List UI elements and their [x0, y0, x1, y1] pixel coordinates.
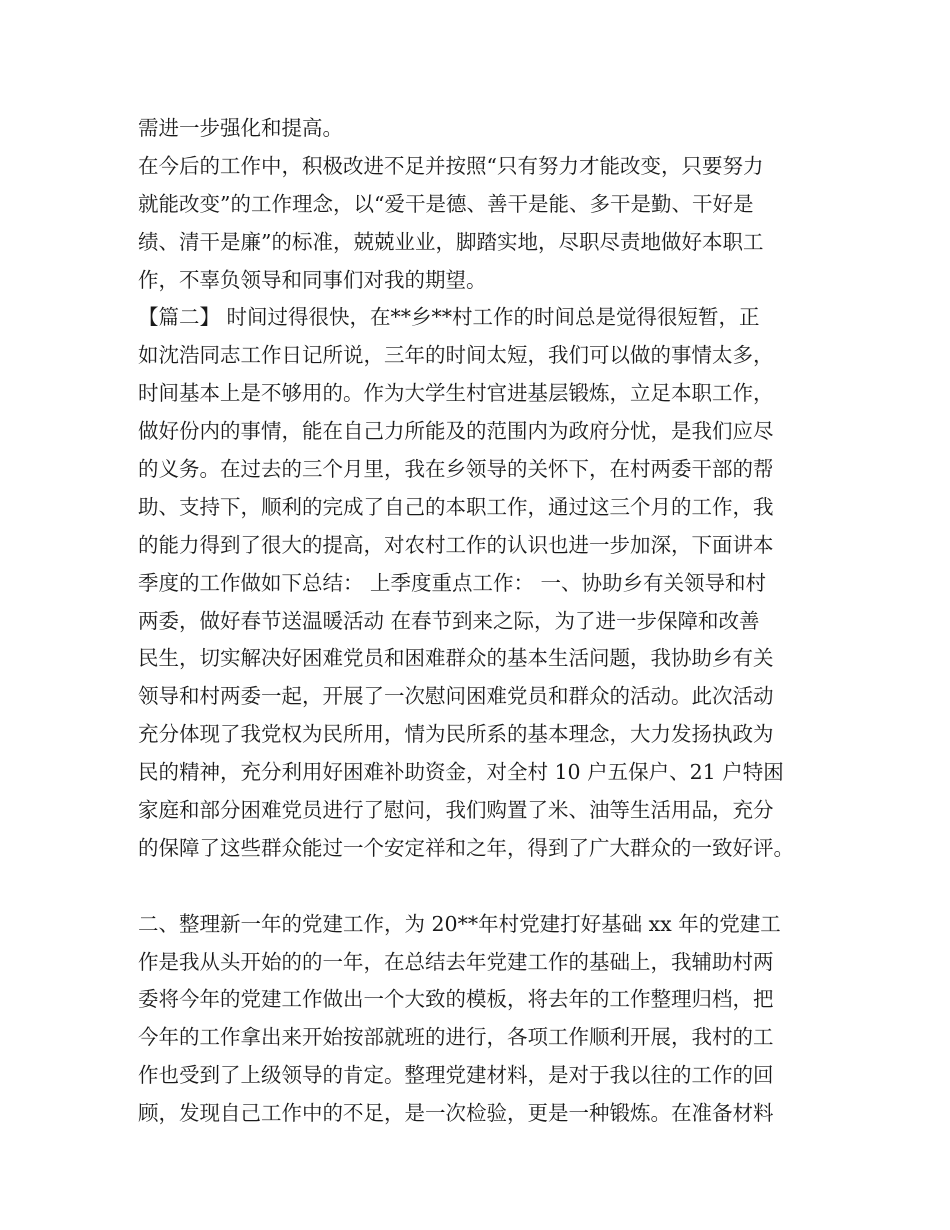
text-line: 绩、清干是廉”的标准，兢兢业业，脚踏实地，尽职尽责地做好本职工 — [138, 229, 764, 254]
text-line: 的义务。在过去的三个月里，我在乡领导的关怀下，在村两委干部的帮 — [138, 457, 774, 482]
text-block-1 — [138, 110, 828, 868]
text-line: 两委，做好春节送温暖活动 在春节到来之际，为了进一步保障和改善 — [138, 608, 760, 633]
text-line: 领导和村两委一起，开展了一次慰问困难党员和群众的活动。此次活动 — [138, 684, 774, 709]
text-line: 的能力得到了很大的提高，对农村工作的认识也进一步加深，下面讲本 — [138, 532, 774, 557]
text-line: 做好份内的事情，能在自己力所能及的范围内为政府分忧，是我们应尽 — [138, 419, 774, 444]
text-line: 作，不辜负领导和同事们对我的期望。 — [138, 267, 487, 292]
text-line: 充分体现了我党权为民所用，情为民所系的基本理念，大力发扬执政为 — [138, 722, 774, 747]
text-line: 二、整理新一年的党建工作，为 20**年村党建打好基础 xx 年的党建工 — [138, 911, 781, 936]
text-line: 在今后的工作中，积极改进不足并按照“只有努力才能改变，只要努力 — [138, 153, 764, 178]
text-line: 民生，切实解决好困难党员和困难群众的基本生活问题，我协助乡有关 — [138, 646, 774, 671]
text-line: 的保障了这些群众能过一个安定祥和之年，得到了广大群众的一致好评。 — [138, 835, 794, 860]
text-line: 委将今年的党建工作做出一个大致的模板，将去年的工作整理归档，把 — [138, 987, 774, 1012]
text-line: 民的精神，充分利用好困难补助资金，对全村 10 户五保户、21 户特困 — [138, 760, 784, 785]
text-line: 作也受到了上级领导的肯定。整理党建材料，是对于我以往的工作的回 — [138, 1063, 774, 1088]
text-line: 【篇二】 时间过得很快，在**乡**村工作的时间总是觉得很短暂，正 — [138, 305, 760, 330]
text-line: 季度的工作做如下总结： 上季度重点工作： 一、协助乡有关领导和村 — [138, 570, 767, 595]
text-line: 今年的工作拿出来开始按部就班的进行，各项工作顺利开展，我村的工 — [138, 1025, 774, 1050]
paragraph-gap — [138, 868, 828, 906]
text-line: 作是我从头开始的的一年，在总结去年党建工作的基础上，我辅助村两 — [138, 949, 774, 974]
text-line: 助、支持下，顺利的完成了自己的本职工作，通过这三个月的工作，我 — [138, 494, 774, 519]
document-page — [138, 110, 828, 1133]
text-line: 就能改变”的工作理念，以“爱干是德、善干是能、多干是勤、干好是 — [138, 191, 754, 216]
text-line: 时间基本上是不够用的。作为大学生村官进基层锻炼，立足本职工作， — [138, 381, 774, 406]
text-block-2 — [138, 906, 828, 1133]
text-line: 需进一步强化和提高。 — [138, 116, 343, 140]
text-line: 如沈浩同志工作日记所说，三年的时间太短，我们可以做的事情太多， — [138, 343, 774, 368]
text-line: 顾，发现自己工作中的不足，是一次检验，更是一种锻炼。在准备材料 — [138, 1101, 774, 1126]
text-line: 家庭和部分困难党员进行了慰问，我们购置了米、油等生活用品，充分 — [138, 798, 774, 823]
